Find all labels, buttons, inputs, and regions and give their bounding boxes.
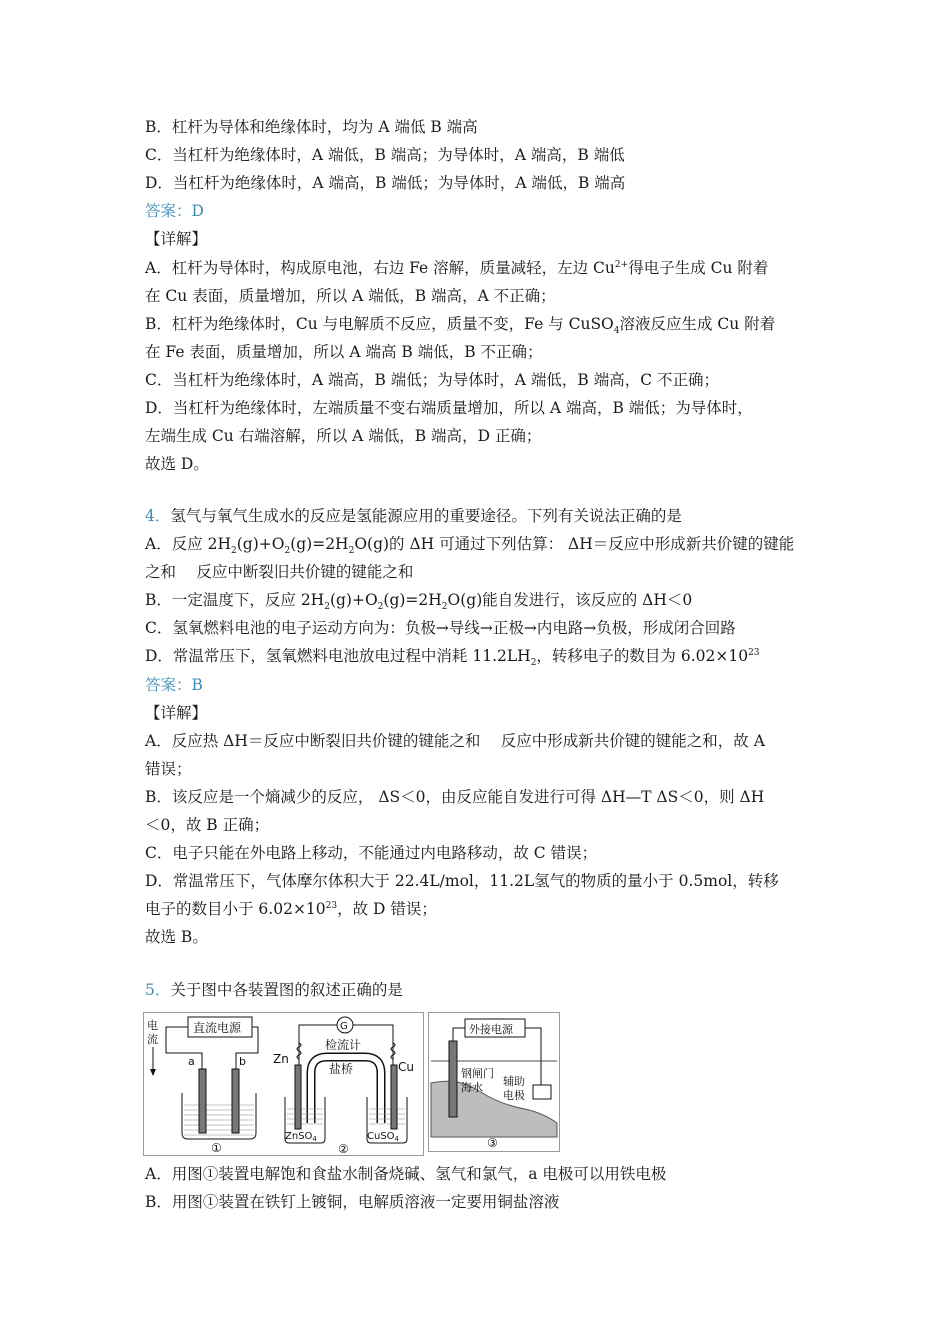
fig1-number: ① <box>211 1141 222 1155</box>
fig3-number: ③ <box>487 1136 498 1150</box>
fig3-seawater-label: 海水 <box>461 1081 483 1094</box>
figure-electrolysis <box>143 1012 267 1156</box>
q3-explain-a-line2: 在 Cu 表面，质量增加，所以 A 端低，B 端高，A 不正确； <box>145 287 556 305</box>
q4-option-a-line1: A．反应 $2H_2(g)+O_2(g)=2H_2O(g)$的 ΔH 可通过下列估算： ΔH＝反应中形成新共价键的键能 <box>145 535 795 557</box>
fig2-galvanometer-label: 检流计 <box>325 1038 362 1052</box>
q3-option-b: B．杠杆为导体和绝缘体时，均为 A 端低 B 端高 <box>145 118 478 136</box>
fig1-power-source: 直流电源 <box>193 1021 242 1035</box>
fig2-znso4-label: ZnSO$_4$ <box>285 1131 317 1143</box>
fig3-power-source: 外接电源 <box>469 1023 513 1036</box>
q4-option-b: B．一定温度下，反应 $2H_2(g)+O_2(g)=2H_2O(g)$能自发进行，该反应的 ΔH＜0 <box>145 591 693 613</box>
q5-option-b: B．用图①装置在铁钉上镀铜，电解质溶液一定要用铜盐溶液 <box>145 1193 560 1211</box>
q3-final: 故选 D。 <box>145 455 209 473</box>
q3-option-d: D．当杠杆为绝缘体时，A 端高，B 端低；为导体时，A 端低，B 端高 <box>145 174 626 192</box>
q3-answer: 答案：D <box>145 202 204 220</box>
q4-detail-title: 【详解】 <box>145 704 208 722</box>
q5-stem: 5．关于图中各装置图的叙述正确的是 <box>145 981 403 999</box>
q4-option-c: C．氢氧燃料电池的电子运动方向为：负极→导线→正极→内电路→负极，形成闭合回路 <box>145 619 736 637</box>
q4-answer: 答案：B <box>145 676 203 694</box>
figure-cathodic-protection <box>428 1012 560 1152</box>
q3-explain-d-line1: D．当杠杆为绝缘体时，左端质量不变右端质量增加，所以 A 端高，B 端低；为导体时， <box>145 399 753 417</box>
fig3-aux-electrode-label-2: 电极 <box>503 1089 525 1102</box>
q5-option-a: A．用图①装置电解饱和食盐水制备烧碱、氢气和氯气，a 电极可以用铁电极 <box>145 1165 667 1183</box>
q4-explain-b-line1: B．该反应是一个熵减少的反应， ΔS＜0，由反应能自发进行可得 ΔH—T ΔS＜0，则 ΔH <box>145 788 765 806</box>
figure-galvanic-cell <box>265 1012 424 1156</box>
q3-option-c: C．当杠杆为绝缘体时，A 端低，B 端高；为导体时，A 端高，B 端低 <box>145 146 625 164</box>
q4-explain-c: C．电子只能在外电路上移动，不能通过内电路移动，故 C 错误； <box>145 844 598 862</box>
fig2-salt-bridge-label: 盐桥 <box>329 1062 354 1076</box>
fig1-current-label-2: 流 <box>147 1033 158 1046</box>
q3-detail-title: 【详解】 <box>145 230 208 248</box>
fig1-electrode-a: a <box>188 1055 195 1068</box>
q4-explain-d-line2: 电子的数目小于 $6.02\times 10^{23}$，故 D 错误； <box>145 900 437 918</box>
fig2-number: ② <box>338 1142 349 1155</box>
q4-option-d: D．常温常压下，氢氧燃料电池放电过程中消耗 $11.2LH_2$，转移电子的数目为 $6.02\times 10^{23}$ <box>145 647 760 669</box>
fig2-cuso4-label: CuSO$_4$ <box>367 1131 400 1143</box>
fig1-current-label-1: 电 <box>147 1019 158 1032</box>
fig3-aux-electrode-label-1: 辅助 <box>503 1075 525 1088</box>
q3-explain-d-line2: 左端生成 Cu 右端溶解，所以 A 端低，B 端高，D 正确； <box>145 427 542 445</box>
fig2-cu-label: Cu <box>398 1060 414 1074</box>
fig2-galvanometer-g: G <box>340 1021 348 1032</box>
q4-explain-a-line1: A．反应热 ΔH＝反应中断裂旧共价键的键能之和 反应中形成新共价键的键能之和，故 A <box>145 732 765 750</box>
q3-explain-a-line1: A．杠杆为导体时，构成原电池，右边 Fe 溶解，质量减轻，左边 $Cu^{2+}$得电子生成 Cu 附着 <box>145 259 769 277</box>
q4-explain-d-line1: D．常温常压下，气体摩尔体积大于 22.4L/mol，11.2L氢气的物质的量小于 0.5mol，转移 <box>145 872 779 890</box>
q4-stem: 4．氢气与氧气生成水的反应是氢能源应用的重要途径。下列有关说法正确的是 <box>145 507 682 525</box>
q4-final: 故选 B。 <box>145 928 208 946</box>
q4-option-a-line2: 之和 反应中断裂旧共价键的键能之和 <box>145 563 414 581</box>
q4-explain-b-line2: ＜0，故 B 正确； <box>145 816 270 834</box>
q4-explain-a-line2: 错误； <box>145 760 192 778</box>
q3-explain-c: C．当杠杆为绝缘体时，A 端高，B 端低；为导体时，A 端低，B 端高，C 不正确； <box>145 371 720 389</box>
q3-explain-b-line1: B．杠杆为绝缘体时，Cu 与电解质不反应，质量不变，Fe 与 CuSO$_4$溶液反应生成 Cu 附着 <box>145 315 776 337</box>
fig1-electrode-b: b <box>239 1055 246 1068</box>
fig2-zn-label: Zn <box>273 1052 289 1066</box>
fig3-steel-gate-label: 钢闸门 <box>461 1067 494 1080</box>
q3-explain-b-line2: 在 Fe 表面，质量增加，所以 A 端高 B 端低，B 不正确； <box>145 343 543 361</box>
